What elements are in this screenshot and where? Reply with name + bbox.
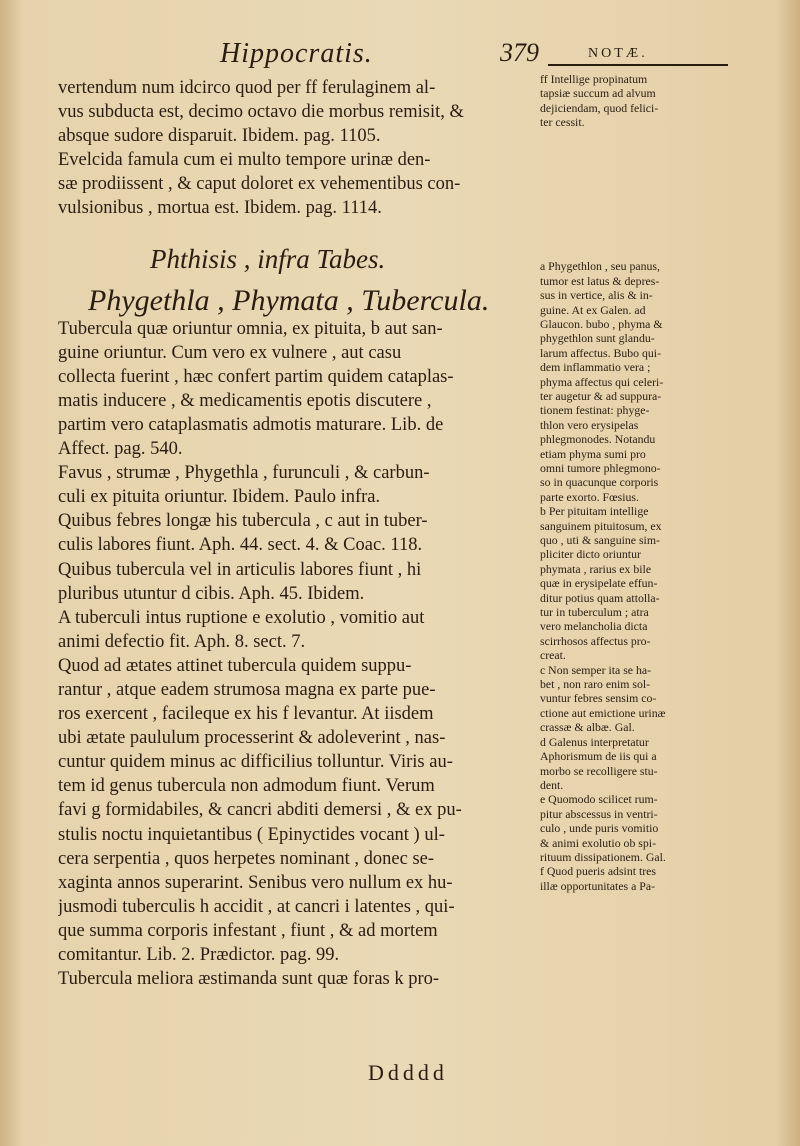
text-line: favi g formidabiles, & cancri abditi demersi , & ex pu- [58,800,462,821]
marginal-notes-column [540,72,736,893]
note-line: so in quacunque corporis [540,475,659,490]
text-line: xaginta annos superarint. Senibus vero nullum ex hu- [58,872,453,893]
note-line: parte exorto. Fœsius. [540,489,639,504]
note-line: creat. [540,648,566,663]
note-line [540,230,736,244]
note-line: crassæ & albæ. Gal. [540,720,635,735]
note-line: vero melancholia dicta [540,619,648,634]
text-line: ros exercent , facileque ex his f levantur. At iisdem [58,704,434,725]
note-line: dejiciendam, quod felici- [540,100,659,115]
main-text-bottom [58,317,536,992]
text-line: vulsionibus , mortua est. Ibidem. pag. 1114. [58,198,382,219]
note-line: ter augetur & ad suppura- [540,388,662,403]
note-line: larum affectus. Bubo qui- [540,345,661,360]
text-line: cuntur quidem minus ac difficilius tolluntur. Viris au- [58,752,453,773]
note-line: etiam phyma sumi pro [540,446,646,461]
note-line: morbo se recolligere stu- [540,763,658,778]
note-line: dent. [540,777,564,792]
main-text-column [58,76,536,991]
note-line: tumor est latus & depres- [540,273,660,288]
note-line: phymata , rarius ex bile [540,561,652,576]
text-line: culi ex pituita oriuntur. Ibidem. Paulo infra. [58,487,381,508]
note-line: phygethlon sunt glandu- [540,331,655,346]
note-line: c Non semper ita se ha- [540,662,652,677]
note-line [540,245,736,259]
note-line: ctione aut emictione urinæ [540,705,666,720]
text-line: ubi ætate paululum processerint & adoleverint , nas- [58,728,446,749]
note-line: e Quomodo scilicet rum- [540,792,658,807]
text-line: collecta fuerint , hæc confert partim quidem cataplas- [58,366,454,387]
note-line [540,187,736,201]
note-line: f Quod pueris adsint tres [540,864,656,879]
note-line [540,144,736,158]
note-line: quo , uti & sanguine sim- [540,533,660,547]
note-line: b Per pituitam intellige [540,504,649,519]
text-line: cera serpentia , quos herpetes nominant , donec se- [58,848,435,869]
main-text-top [58,76,536,221]
note-line: Aphorismum de iis qui a [540,749,657,764]
note-line: sanguinem pituitosum, ex [540,518,662,533]
note-line: vuntur febres sensim co- [540,691,657,706]
text-line: Tubercula meliora æstimanda sunt quæ foras k pro- [58,969,440,990]
note-line: thlon vero erysipelas [540,417,639,432]
notes-heading: NOTÆ. [588,46,648,61]
text-line: Favus , strumæ , Phygethla , furunculi , & carbun- [58,463,430,484]
note-line: quæ in erysipelate effun- [540,576,658,591]
text-line: pluribus utuntur d cibis. Aph. 45. Ibidem. [58,583,365,604]
note-line: dem inflammatio vera ; [540,360,651,375]
text-line: comitantur. Lib. 2. Prædictor. pag. 99. [58,945,340,965]
text-line: Quibus febres longæ his tubercula , c aut in tuber- [58,511,428,532]
text-line: que summa corporis infestant , fiunt , & ad mortem [58,920,438,941]
text-line: culis labores fiunt. Aph. 44. sect. 4. & Coac. 118. [58,535,423,556]
note-line: pitur abscessus in ventri- [540,806,658,821]
text-line: Affect. pag. 540. [58,439,183,460]
text-line: animi defectio fit. Aph. 8. sect. 7. [58,631,306,652]
note-line: & animi exolutio ob spi- [540,835,656,850]
text-line: partim vero cataplasmatis admotis maturare. Lib. de [58,414,444,435]
text-line: A tuberculi intus ruptione e exolutio , vomitio aut [58,607,425,628]
text-line: vus subducta est, decimo octavo die morbus remisit, & [58,102,464,123]
note-line [540,158,736,172]
text-line: stulis noctu inquietantibus ( Epinyctides vocant ) ul- [58,824,445,845]
text-line: Evelcida famula cum ei multo tempore urinæ den- [58,150,431,171]
heading-phthisis: Phthisis , infra Tabes. [150,244,386,274]
note-line [540,130,736,144]
note-line: tionem festinat: phyge- [540,403,650,418]
note-line: d Galenus interpretatur [540,734,649,749]
text-line: jusmodi tuberculis h accidit , at cancri i latentes , qui- [58,896,455,917]
signature-mark: Ddddd [368,1060,448,1085]
note-line: phyma affectus qui celeri- [540,374,664,389]
page-number: 379 [500,38,539,67]
note-line: tapsiæ succum ad alvum [540,86,656,101]
header-rule [548,64,728,66]
note-line: phlegmonodes. Notandu [540,432,656,447]
note-line: culo , unde puris vomitio [540,821,659,836]
note-line: ditur potius quam attolla- [540,590,660,605]
note-line: bet , non raro enim sol- [540,677,651,692]
note-line [540,202,736,216]
note-line [540,173,736,187]
text-line: Quibus tubercula vel in articulis labores fiunt , hi [58,559,422,580]
note-line [540,216,736,230]
text-line: absque sudore disparuit. Ibidem. pag. 1105. [58,126,381,147]
note-line: pliciter dicto oriuntur [540,547,641,562]
note-line: omni tumore phlegmono- [540,460,661,475]
text-line: matis inducere , & medicamentis epotis discutere , [58,390,432,411]
heading-phygethla: Phygethla , Phymata , Tubercula. [88,284,490,317]
text-line: rantur , atque eadem strumosa magna ex parte pue- [58,679,436,700]
text-line: Quod ad ætates attinet tubercula quidem suppu- [58,655,412,676]
note-line: rituum dissipationem. Gal. [540,849,666,864]
note-line: ff Intellige propinatum [540,72,648,86]
note-line: Glaucon. bubo , phyma & [540,316,663,331]
text-line: tem id genus tubercula non admodum fiunt. Verum [58,776,435,797]
note-line: illæ opportunitates a Pa- [540,878,656,893]
note-line: guine. At ex Galen. ad [540,302,646,317]
note-line: sus in vertice, alis & in- [540,288,653,303]
note-line: ter cessit. [540,115,585,130]
text-line: vertendum num idcirco quod per ff ferulaginem al- [58,78,436,98]
note-line: tur in tuberculum ; atra [540,605,649,620]
text-line: Tubercula quæ oriuntur omnia, ex pituita, b aut san- [58,318,443,339]
running-title: Hippocratis. [220,38,373,69]
note-line: a Phygethlon , seu panus, [540,259,660,274]
text-line: sæ prodiissent , & caput doloret ex vehementibus con- [58,174,461,195]
text-line: guine oriuntur. Cum vero ex vulnere , aut casu [58,342,402,363]
note-line: scirrhosos affectus pro- [540,633,651,648]
